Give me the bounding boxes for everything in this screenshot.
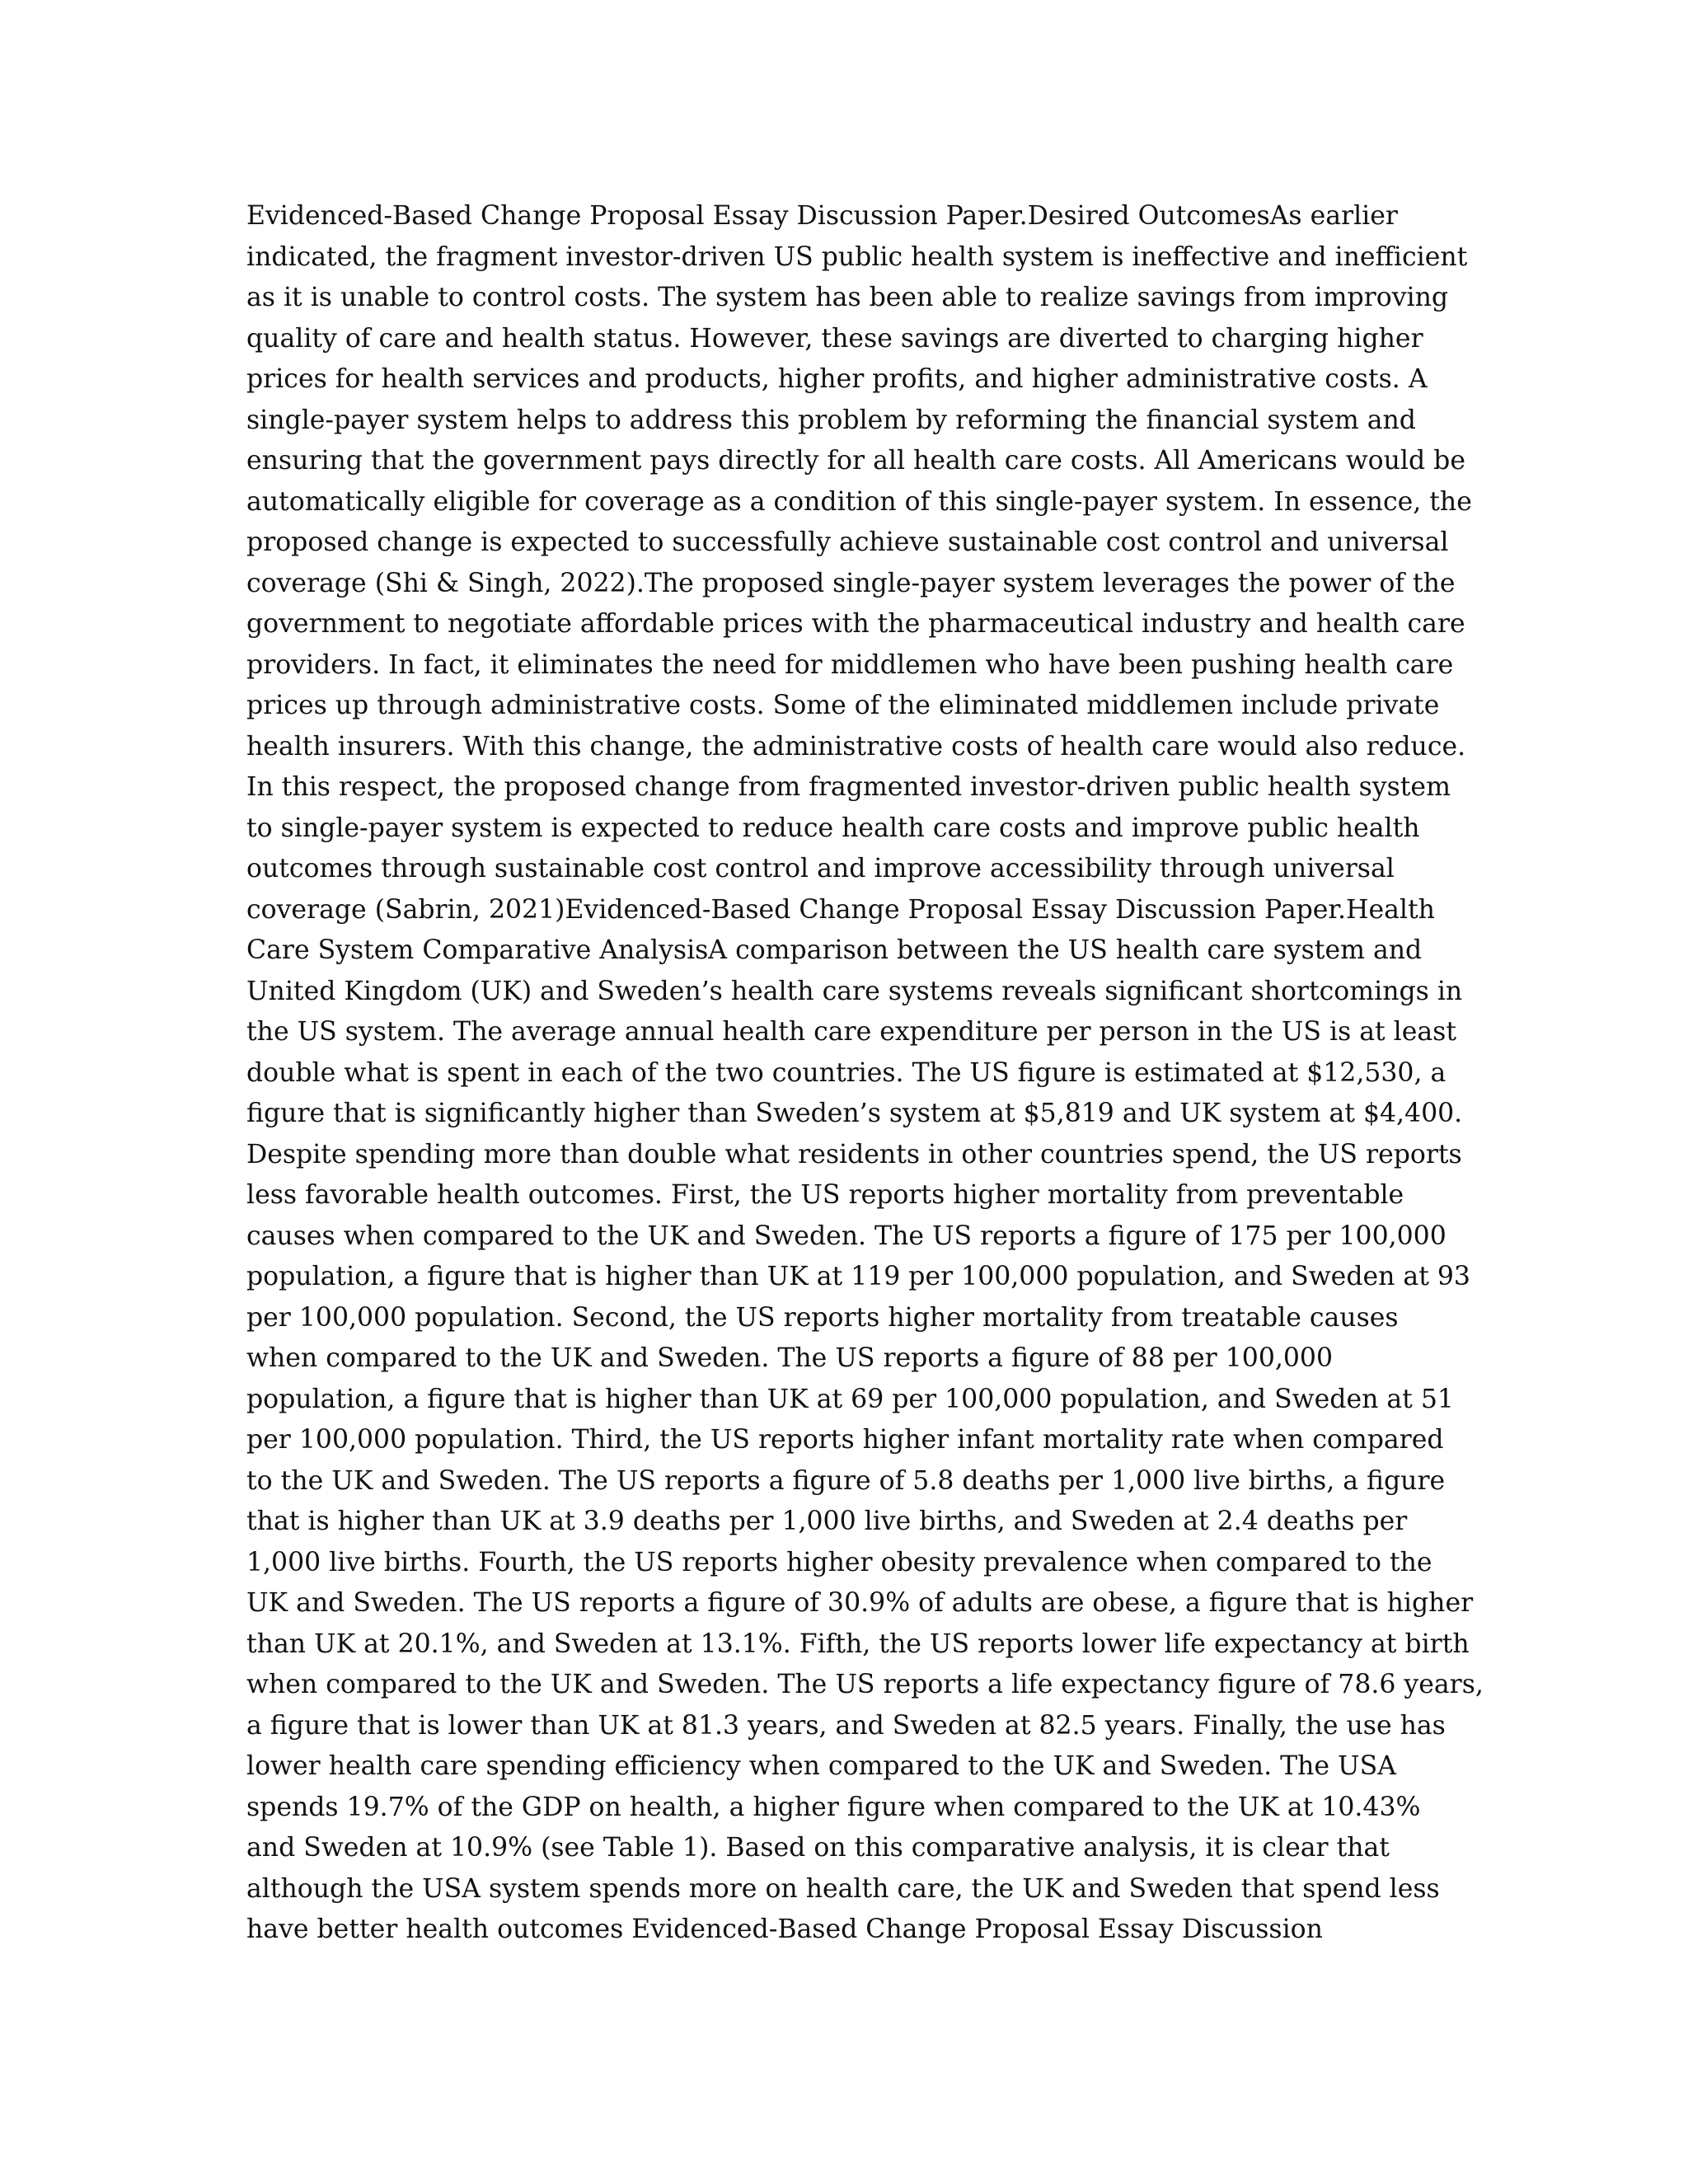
text-line: Despite spending more than double what residents in other countries spend, the US reports <box>246 1139 1462 1169</box>
text-line: indicated, the fragment investor-driven US public health system is ineffective and inefficient <box>246 241 1468 272</box>
text-line: coverage (Sabrin, 2021)Evidenced-Based Change Proposal Essay Discussion Paper.Health <box>246 894 1435 925</box>
text-line: Care System Comparative AnalysisA comparison between the US health care system and <box>246 935 1423 965</box>
text-line: ensuring that the government pays directly for all health care costs. All Americans would be <box>246 446 1465 476</box>
text-line: although the USA system spends more on health care, the UK and Sweden that spend less <box>246 1873 1440 1904</box>
text-line: that is higher than UK at 3.9 deaths per 1,000 live births, and Sweden at 2.4 deaths per <box>246 1507 1408 1536</box>
text-line: quality of care and health status. However, these savings are diverted to charging higher <box>246 323 1423 354</box>
text-line: United Kingdom (UK) and Sweden’s health care systems reveals significant shortcomings in <box>246 976 1463 1006</box>
body-text <box>246 196 1484 1951</box>
text-line: population, a figure that is higher than UK at 69 per 100,000 population, and Sweden at 51 <box>246 1384 1454 1414</box>
text-line: proposed change is expected to successfully achieve sustainable cost control and universal <box>246 527 1449 557</box>
text-line: 1,000 live births. Fourth, the US reports higher obesity prevalence when compared to the <box>246 1547 1432 1577</box>
text-line: have better health outcomes Evidenced-Based Change Proposal Essay Discussion <box>246 1915 1323 1944</box>
text-line: per 100,000 population. Third, the US reports higher infant mortality rate when compared <box>246 1425 1444 1455</box>
text-line: prices up through administrative costs. Some of the eliminated middlemen include private <box>246 691 1440 720</box>
text-line: population, a figure that is higher than UK at 119 per 100,000 population, and Sweden at 93 <box>246 1262 1470 1291</box>
text-line: outcomes through sustainable cost control and improve accessibility through universal <box>246 854 1395 883</box>
text-line: Evidenced-Based Change Proposal Essay Discussion Paper.Desired OutcomesAs earlier <box>246 201 1398 231</box>
text-line: per 100,000 population. Second, the US reports higher mortality from treatable causes <box>246 1302 1399 1333</box>
text-line: to single-payer system is expected to reduce health care costs and improve public health <box>246 813 1420 843</box>
text-line: when compared to the UK and Sweden. The US reports a life expectancy figure of 78.6 years, <box>246 1670 1484 1699</box>
text-line: as it is unable to control costs. The system has been able to realize savings from improving <box>246 283 1449 312</box>
text-line: than UK at 20.1%, and Sweden at 13.1%. Fifth, the US reports lower life expectancy at birth <box>246 1629 1470 1659</box>
text-line: and Sweden at 10.9% (see Table 1). Based on this comparative analysis, it is clear that <box>246 1833 1390 1863</box>
text-line: In this respect, the proposed change from fragmented investor-driven public health system <box>246 772 1451 802</box>
text-line: to the UK and Sweden. The US reports a figure of 5.8 deaths per 1,000 live births, a figure <box>246 1465 1446 1496</box>
text-line: figure that is significantly higher than Sweden’s system at $5,819 and UK system at $4,400. <box>246 1099 1463 1128</box>
text-line: a figure that is lower than UK at 81.3 years, and Sweden at 82.5 years. Finally, the use has <box>246 1710 1446 1741</box>
text-line: UK and Sweden. The US reports a figure of 30.9% of adults are obese, a figure that is higher <box>246 1588 1474 1618</box>
text-line: less favorable health outcomes. First, the US reports higher mortality from preventable <box>246 1180 1404 1210</box>
text-line: health insurers. With this change, the administrative costs of health care would also reduce. <box>246 731 1466 762</box>
text-line: when compared to the UK and Sweden. The US reports a figure of 88 per 100,000 <box>246 1343 1334 1373</box>
text-line: double what is spent in each of the two countries. The US figure is estimated at $12,530, a <box>246 1057 1447 1088</box>
text-line: the US system. The average annual health care expenditure per person in the US is at least <box>246 1017 1456 1047</box>
text-line: coverage (Shi & Singh, 2022).The proposed single-payer system leverages the power of the <box>246 568 1456 598</box>
text-line: automatically eligible for coverage as a condition of this single-payer system. In essence, the <box>246 486 1472 517</box>
text-line: single-payer system helps to address this problem by reforming the financial system and <box>246 405 1416 435</box>
text-line: spends 19.7% of the GDP on health, a higher figure when compared to the UK at 10.43% <box>246 1792 1421 1822</box>
text-line: lower health care spending efficiency when compared to the UK and Sweden. The USA <box>246 1751 1396 1781</box>
text-line: prices for health services and products, higher profits, and higher administrative costs. A <box>246 364 1428 394</box>
text-line: causes when compared to the UK and Sweden. The US reports a figure of 175 per 100,000 <box>246 1221 1447 1251</box>
text-line: government to negotiate affordable prices with the pharmaceutical industry and health care <box>246 609 1465 639</box>
text-line: providers. In fact, it eliminates the need for middlemen who have been pushing health care <box>246 649 1454 680</box>
